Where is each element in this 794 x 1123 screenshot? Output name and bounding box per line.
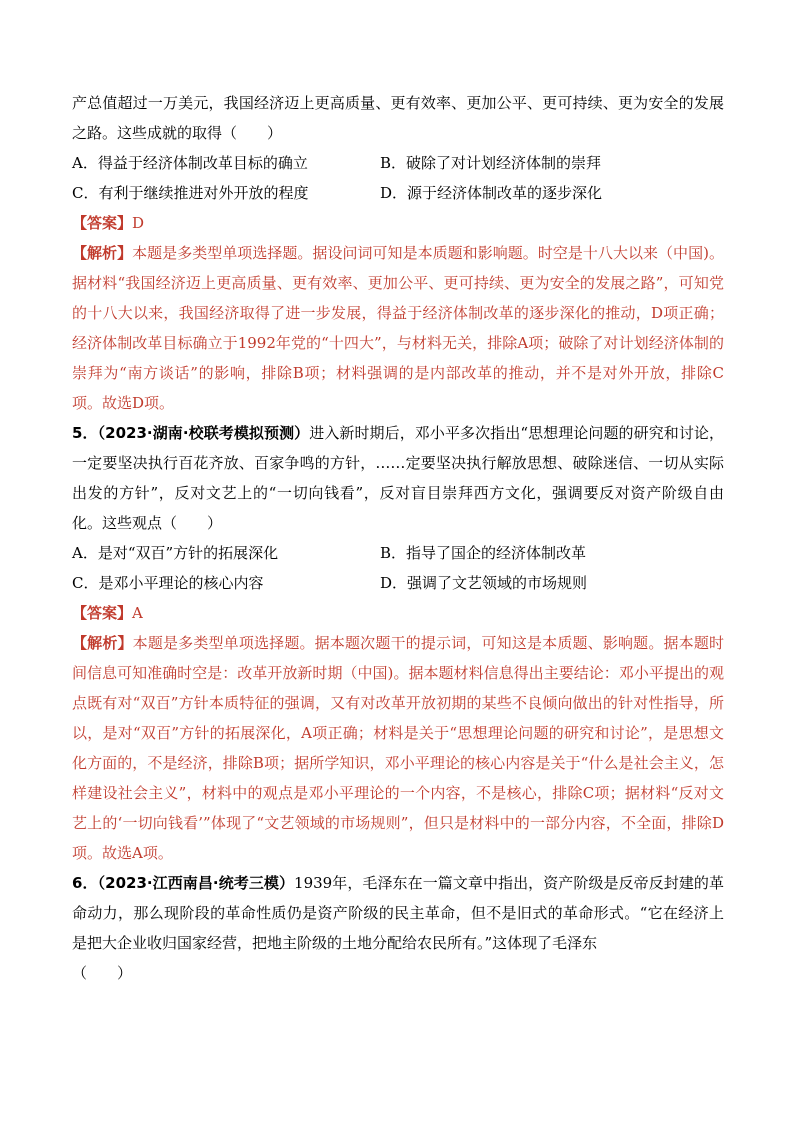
q5-option-d: D．强调了文艺领域的市场规则 bbox=[380, 574, 588, 592]
q5-answer-value: A bbox=[132, 604, 143, 622]
q4-option-a: A．得益于经济体制改革目标的确立 bbox=[72, 154, 308, 172]
q4-answer-label: 【答案】 bbox=[72, 214, 133, 232]
q5-analysis-part: ，材料中的观点是邓小平理论的一个内容，不是核心，排除C项；据材料“反对文艺上的‘一切向钱看’” bbox=[72, 784, 724, 832]
q4-analysis-label: 【解析】 bbox=[72, 244, 133, 262]
q4-option-b: B．破除了对计划经济体制的崇拜 bbox=[380, 154, 602, 172]
q4-stem: 产总值超过一万美元，我国经济迈上更高质量、更有效率、更加公平、更可持续、更为安全的发展之路。这些成就的取得（ ） bbox=[72, 94, 724, 142]
q5-option-c: C．是邓小平理论的核心内容 bbox=[72, 574, 264, 592]
q4-answer-value: D bbox=[132, 214, 145, 232]
document-page bbox=[72, 88, 724, 988]
q5-analysis-part: 本题是多类型单项选择题。据本题次题干的提示词，可知这是本质题、影响题。据本题时间信息可知准确时空是：改革开放新时期（中国)。据本题材料信息得出主要结论：邓小平提出的观点既有对 bbox=[72, 634, 724, 712]
q4-option-d: D．源于经济体制改革的逐步深化 bbox=[380, 184, 603, 202]
q5-source: （2023·湖南·校联考模拟预测） bbox=[97, 424, 310, 442]
q5-answer bbox=[72, 598, 724, 628]
q6-blank: （ ） bbox=[72, 964, 133, 982]
q6-stem-text: 1939年，毛泽东在一篇文章中指出，资产阶级是反帝反封建的革命动力，那么现阶段的革命性质仍是资产阶级的民主革命，但不是旧式的革命形式。“它在经济上是把大企业收归国家经营，把地主阶级的土地分配给农民所有。”这体现了毛泽东 bbox=[72, 874, 724, 952]
q5-options-row2 bbox=[72, 568, 724, 598]
q4-answer bbox=[72, 208, 724, 238]
q5-option-a: A．是对“双百”方针的拓展深化 bbox=[72, 544, 279, 562]
q5-analysis-part: ，但只是材料中的一部分内容，不全面，排除D项。故选A项。 bbox=[72, 814, 725, 862]
q6-number: 6． bbox=[72, 874, 98, 892]
q5-option-b: B．指导了国企的经济体制改革 bbox=[380, 544, 587, 562]
q4-options-row1 bbox=[72, 148, 724, 178]
q5-options-row1 bbox=[72, 538, 724, 568]
q5-stem bbox=[72, 418, 724, 538]
q6-stem bbox=[72, 868, 724, 958]
q5-analysis-part: “双百” bbox=[132, 694, 179, 712]
q5-answer-label: 【答案】 bbox=[72, 604, 133, 622]
q5-analysis-part: 方针本质特征的强调，又有对改革开放初期的某些不良倾向做出的针对性指导，所以，是对“双百”方针的拓展深化，A项正确；材料是关于“思想理论问题的研究和讨论”，是思想文化方面的，不是经济，排除B项；据所学知识，邓小平理论的核心内容是关于 bbox=[72, 694, 724, 772]
q4-option-c: C．有利于继续推进对外开放的程度 bbox=[72, 184, 309, 202]
q5-number: 5． bbox=[72, 424, 98, 442]
q4-analysis-text: 本题是多类型单项选择题。据设问词可知是本质题和影响题。时空是十八大以来（中国)。据材料“我国经济迈上更高质量、更有效率、更加公平、更可持续、更为安全的发展之路”，可知党的十八大以来，我国经济取得了进一步发展，得益于经济体制改革的逐步深化的推动，D项正确；经济体制改革目标确立于1992年党的“十四大”，与材料无关，排除A项；破除了对计划经济体制的崇拜为“南方谈话”的影响，排除B项；材料强调的是内部改革的推动，并不是对外开放，排除C项。故选D项。 bbox=[72, 244, 724, 412]
q4-analysis bbox=[72, 238, 724, 418]
q5-analysis-label: 【解析】 bbox=[72, 634, 133, 652]
q5-analysis bbox=[72, 628, 724, 868]
q4-options-row2 bbox=[72, 178, 724, 208]
q5-analysis-part: 体现了“文艺领域的市场规则” bbox=[210, 814, 409, 832]
q5-stem-text: 进入新时期后，邓小平多次指出“思想理论问题的研究和讨论，一定要坚决执行百花齐放、百家争鸣的方针，……定要坚决执行解放思想、破除迷信、一切从实际出发的方针”，反对文艺上的“一切向钱看”，反对盲目崇拜西方文化，强调要反对资产阶级自由化。这些观点（ ） bbox=[72, 424, 725, 532]
q6-source: （2023·江西南昌·统考三模） bbox=[97, 874, 295, 892]
q5-analysis-part: “什么是社会主义，怎样建设社会主义” bbox=[72, 754, 725, 802]
